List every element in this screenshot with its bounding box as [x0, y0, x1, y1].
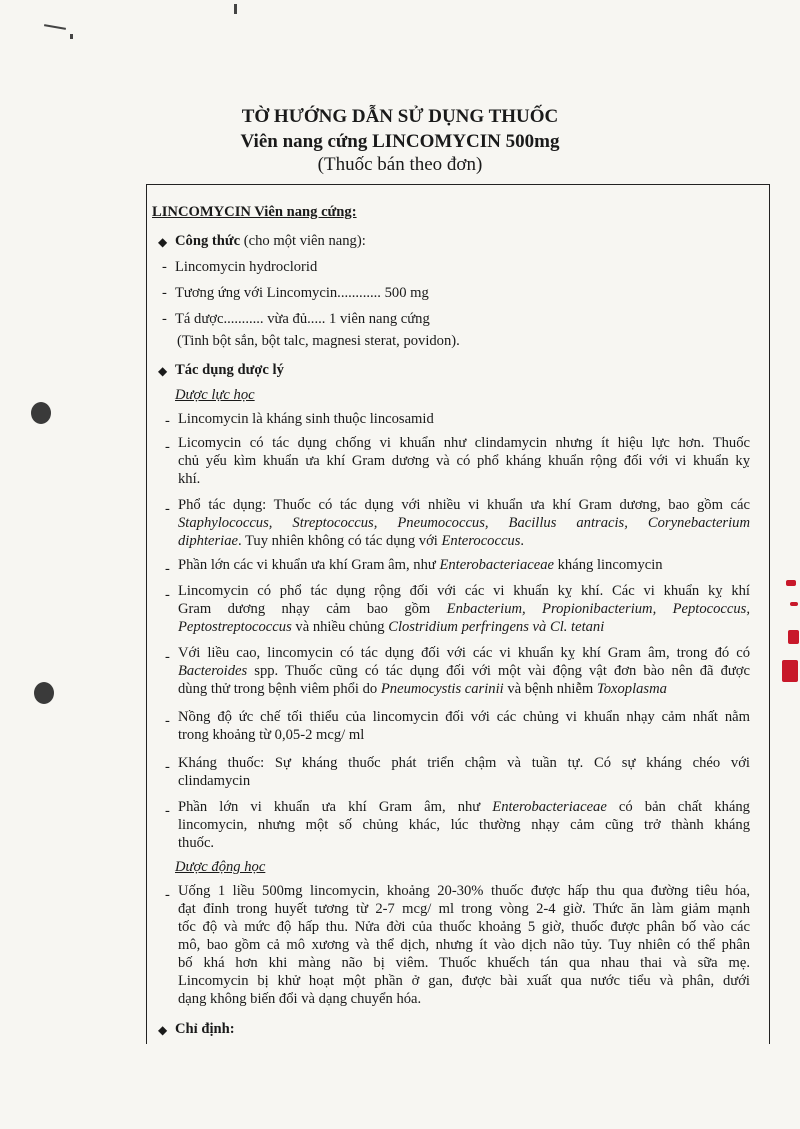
dash-bullet: -: [165, 561, 170, 577]
dash-bullet: -: [165, 887, 170, 903]
paragraph: Lincomycin là kháng sinh thuộc lincosamid: [178, 411, 434, 427]
paragraph-line: Lincomycin có phổ tác dụng rộng đối với các vi khuẩn kỵ khí. Các vi khuẩn kỵ khí: [178, 583, 750, 599]
species-name: Enterobacteriaceae: [492, 799, 607, 815]
dash-bullet: -: [162, 285, 167, 301]
paragraph-line: mô, bao gồm cả mô xương và thể dịch, nhưng ít vào dịch não tủy. Tuy nhiên có thể phân: [178, 937, 750, 953]
species-name: Enterococcus: [441, 533, 521, 549]
paragraph-line: bố khá hơn khi màng não bị viêm. Thuốc khuếch tán qua nhau thai và sữa mẹ.: [178, 955, 750, 971]
paragraph-line: trong khoảng từ 0,05-2 mcg/ ml: [178, 727, 365, 743]
formula-item: Tá dược........... vừa đủ..... 1 viên nang cứng: [175, 311, 430, 327]
paragraph-line: Nồng độ ức chế tối thiểu của lincomycin đối với các chủng vi khuẩn nhạy cảm nhất nằm: [178, 709, 750, 725]
text-run: và nhiều chủng: [291, 619, 389, 635]
document-title: TỜ HƯỚNG DẪN SỬ DỤNG THUỐC: [241, 106, 559, 127]
product-name: Viên nang cứng LINCOMYCIN 500mg: [240, 131, 560, 152]
pharmacology-heading: Tác dụng dược lý: [175, 362, 284, 378]
species-name: Toxoplasma: [596, 681, 667, 697]
paragraph-line: Phổ tác dụng: Thuốc có tác dụng với nhiều vi khuẩn ưa khí Gram dương, bao gồm các: [178, 497, 750, 513]
paragraph-line: tốc độ và mức độ hấp thu. Nửa đời của thuốc khoảng 5 giờ, thuốc được phân bố vào các: [178, 919, 750, 935]
paragraph-line: thuốc.: [178, 835, 215, 851]
dash-bullet: -: [165, 587, 170, 603]
paragraph-line: [178, 532, 524, 550]
scan-speck: [44, 24, 66, 30]
paragraph-line: chủ yếu kìm khuẩn ưa khí Gram dương và có phổ kháng khuẩn rộng đối với vi khuẩn kỵ: [178, 453, 750, 469]
species-name: Enbacterium, Propionibacterium, Peptococcus,: [446, 601, 750, 617]
paragraph-line: Lincomycin bị khử hoạt một phần ở gan, được bài xuất qua nước tiểu và phân, dưới: [178, 973, 750, 989]
species-name: Pneumocystis carinii: [380, 681, 504, 697]
species-name: Peptostreptococcus: [178, 619, 292, 635]
box-heading: LINCOMYCIN Viên nang cứng:: [152, 204, 357, 220]
dash-bullet: -: [162, 259, 167, 275]
dash-bullet: -: [165, 759, 170, 775]
dash-bullet: -: [165, 803, 170, 819]
red-stamp-fragment: [786, 580, 796, 586]
dash-bullet: -: [165, 413, 170, 429]
paragraph-line: đạt đỉnh trong huyết tương từ 2-7 mcg/ ml trong vòng 2-4 giờ. Thức ăn làm giảm mạnh: [178, 901, 750, 917]
formula-item: Lincomycin hydroclorid: [175, 259, 318, 275]
dash-bullet: -: [165, 439, 170, 455]
text-run: dùng thử trong bệnh viêm phổi do: [178, 681, 381, 697]
indication-heading: Chỉ định:: [175, 1021, 235, 1037]
text-run: Phần lớn vi khuẩn ưa khí Gram âm, như: [178, 799, 493, 815]
text-run: spp. Thuốc cũng có tác dụng đối với một vài động vật đơn bào nên đã được: [247, 663, 750, 679]
punch-hole-top: [31, 402, 51, 424]
species-name: Enterobacteriaceae: [439, 557, 554, 573]
species-name: diphteriae: [178, 533, 238, 549]
dash-bullet: -: [162, 311, 167, 327]
formula-excipient-note: (Tinh bột sắn, bột talc, magnesi sterat, povidon).: [177, 333, 460, 349]
text-run: .: [520, 533, 525, 549]
text-run: có bản chất kháng: [606, 799, 750, 815]
text-run: Phần lớn các vi khuẩn ưa khí Gram âm, như: [178, 557, 440, 573]
formula-label-rest: (cho một viên nang):: [240, 233, 366, 249]
paragraph-line: Kháng thuốc: Sự kháng thuốc phát triển chậm và tuần tự. Có sự kháng chéo với: [178, 755, 750, 771]
paragraph-line: [178, 662, 750, 680]
formula-heading: [175, 232, 366, 250]
formula-item: Tương ứng với Lincomycin............ 500 mg: [175, 285, 429, 301]
diamond-bullet-icon: ◆: [158, 1023, 168, 1037]
diamond-bullet-icon: ◆: [158, 235, 168, 249]
punch-hole-bottom: [34, 682, 54, 704]
species-name: Clostridium perfringens và Cl. tetani: [388, 619, 605, 635]
text-run: Gram dương nhạy cảm bao gồm: [178, 601, 447, 617]
paragraph-line: [178, 618, 604, 636]
paragraph-line: clindamycin: [178, 773, 251, 789]
text-run: . Tuy nhiên không có tác dụng với: [238, 533, 442, 549]
dash-bullet: -: [165, 501, 170, 517]
scan-speck: [234, 4, 237, 14]
pharmacokinetics-heading: Dược động học: [175, 859, 266, 875]
text-run: và bệnh nhiễm: [503, 681, 597, 697]
red-stamp-fragment: [782, 660, 798, 682]
scan-speck: [70, 34, 73, 39]
red-stamp-fragment: [788, 630, 799, 644]
dash-bullet: -: [165, 649, 170, 665]
paragraph-line: Staphylococcus, Streptococcus, Pneumococcus, Bacillus antracis, Corynebacterium: [178, 515, 750, 531]
paragraph: [178, 556, 663, 574]
prescription-note: (Thuốc bán theo đơn): [317, 154, 483, 175]
text-run: kháng lincomycin: [553, 557, 663, 573]
paragraph-line: Với liều cao, lincomycin có tác dụng đối với các vi khuẩn kỵ khí Gram âm, trong đó có: [178, 645, 750, 661]
formula-label: Công thức: [175, 233, 241, 249]
paragraph-line: [178, 600, 750, 618]
paragraph-line: [178, 680, 667, 698]
species-name: Bacteroides: [178, 663, 248, 679]
pharmacodynamics-heading: Dược lực học: [175, 387, 255, 403]
red-stamp-fragment: [790, 602, 798, 606]
paragraph-line: dạng không biến đổi và dạng chuyển hóa.: [178, 991, 422, 1007]
paragraph-line: Licomycin có tác dụng chống vi khuẩn như clindamycin nhưng ít hiệu lực hơn. Thuốc: [178, 435, 750, 451]
paragraph-line: [178, 798, 750, 816]
paragraph-line: Uống 1 liều 500mg lincomycin, khoảng 20-30% thuốc được hấp thu qua đường tiêu hóa,: [178, 883, 750, 899]
paragraph-line: khí.: [178, 471, 201, 487]
diamond-bullet-icon: ◆: [158, 364, 168, 378]
dash-bullet: -: [165, 713, 170, 729]
paragraph-line: lincomycin, nhưng một số chủng khác, lúc thường nhạy cảm cũng trở thành kháng: [178, 817, 750, 833]
